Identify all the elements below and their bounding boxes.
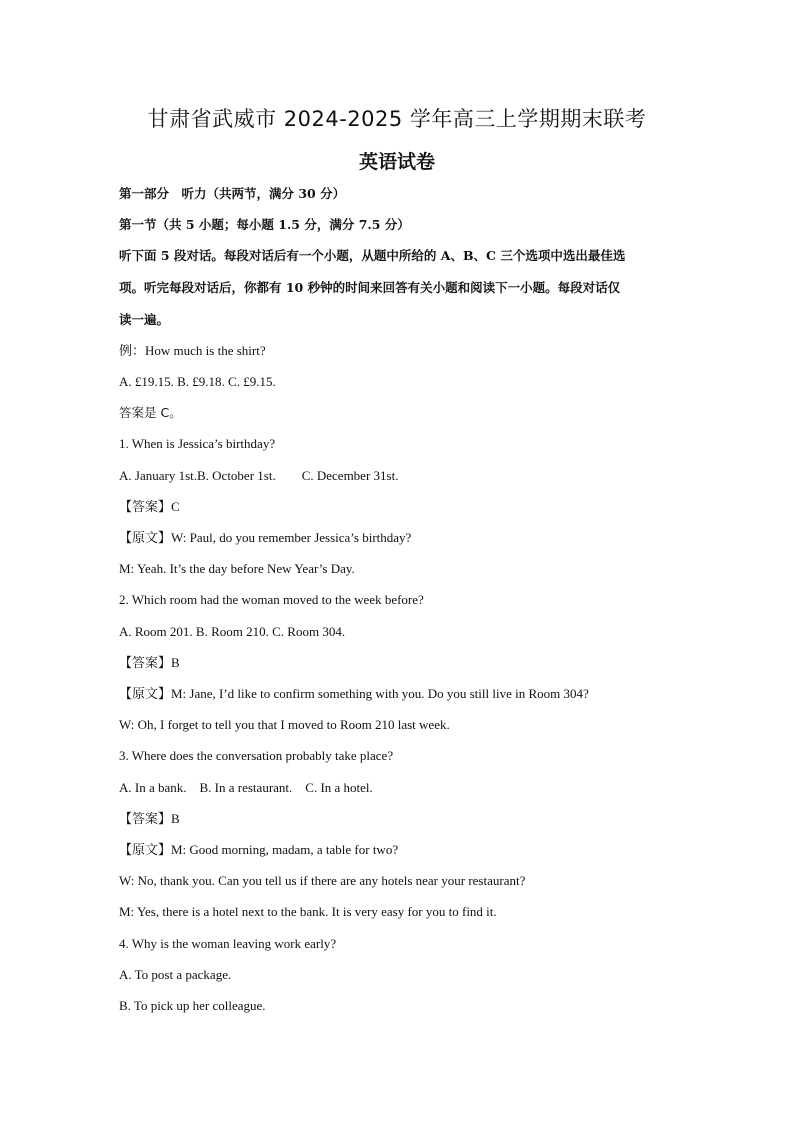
question-2-transcript: 【原文】M: Jane, I’d like to confirm something with you. Do you still live in Room 304? xyxy=(119,686,589,701)
question-1: 1. When is Jessica’s birthday? xyxy=(119,436,276,451)
section-heading: 第一部分 听力（共两节，满分 30 分） xyxy=(119,186,346,201)
instructions-line: 项。听完每段对话后，你都有 10 秒钟的时间来回答有关小题和阅读下一小题。每段对话仅 xyxy=(119,280,621,295)
question-2: 2. Which room had the woman moved to the week before? xyxy=(119,592,424,607)
question-1-options: A. January 1st.B. October 1st. C. December 31st. xyxy=(119,468,399,483)
question-3-transcript: M: Yes, there is a hotel next to the bank. It is very easy for you to find it. xyxy=(119,904,497,919)
question-3-answer: 【答案】B xyxy=(119,811,180,826)
example-question: 例：How much is the shirt? xyxy=(119,343,266,358)
example-options: A. £19.15. B. £9.18. C. £9.15. xyxy=(119,374,276,389)
question-1-transcript: 【原文】W: Paul, do you remember Jessica’s birthday? xyxy=(119,530,412,545)
question-2-options: A. Room 201. B. Room 210. C. Room 304. xyxy=(119,624,346,639)
instructions-line: 听下面 5 段对话。每段对话后有一个小题，从题中所给的 A、B、C 三个选项中选出最佳选 xyxy=(119,248,626,263)
subsection-heading: 第一节（共 5 小题；每小题 1.5 分，满分 7.5 分） xyxy=(119,217,410,232)
document-title: 甘肃省武威市 2024-2025 学年高三上学期期末联考 xyxy=(147,107,647,131)
question-4-option-a: A. To post a package. xyxy=(119,967,232,982)
question-3-transcript: 【原文】M: Good morning, madam, a table for two? xyxy=(119,842,399,857)
question-1-transcript: M: Yeah. It’s the day before New Year’s Day. xyxy=(119,561,355,576)
question-1-answer: 【答案】C xyxy=(119,499,180,514)
question-3: 3. Where does the conversation probably take place? xyxy=(119,748,394,763)
question-2-answer: 【答案】B xyxy=(119,655,180,670)
question-3-options: A. In a bank. B. In a restaurant. C. In a hotel. xyxy=(119,780,373,795)
question-2-transcript: W: Oh, I forget to tell you that I moved to Room 210 last week. xyxy=(119,717,450,732)
question-3-transcript: W: No, thank you. Can you tell us if there are any hotels near your restaurant? xyxy=(119,873,526,888)
document-subtitle: 英语试卷 xyxy=(358,151,435,173)
question-4-option-b: B. To pick up her colleague. xyxy=(119,998,266,1013)
example-answer: 答案是 C。 xyxy=(119,405,182,420)
instructions-line: 读一遍。 xyxy=(119,312,170,327)
question-4: 4. Why is the woman leaving work early? xyxy=(119,936,337,951)
